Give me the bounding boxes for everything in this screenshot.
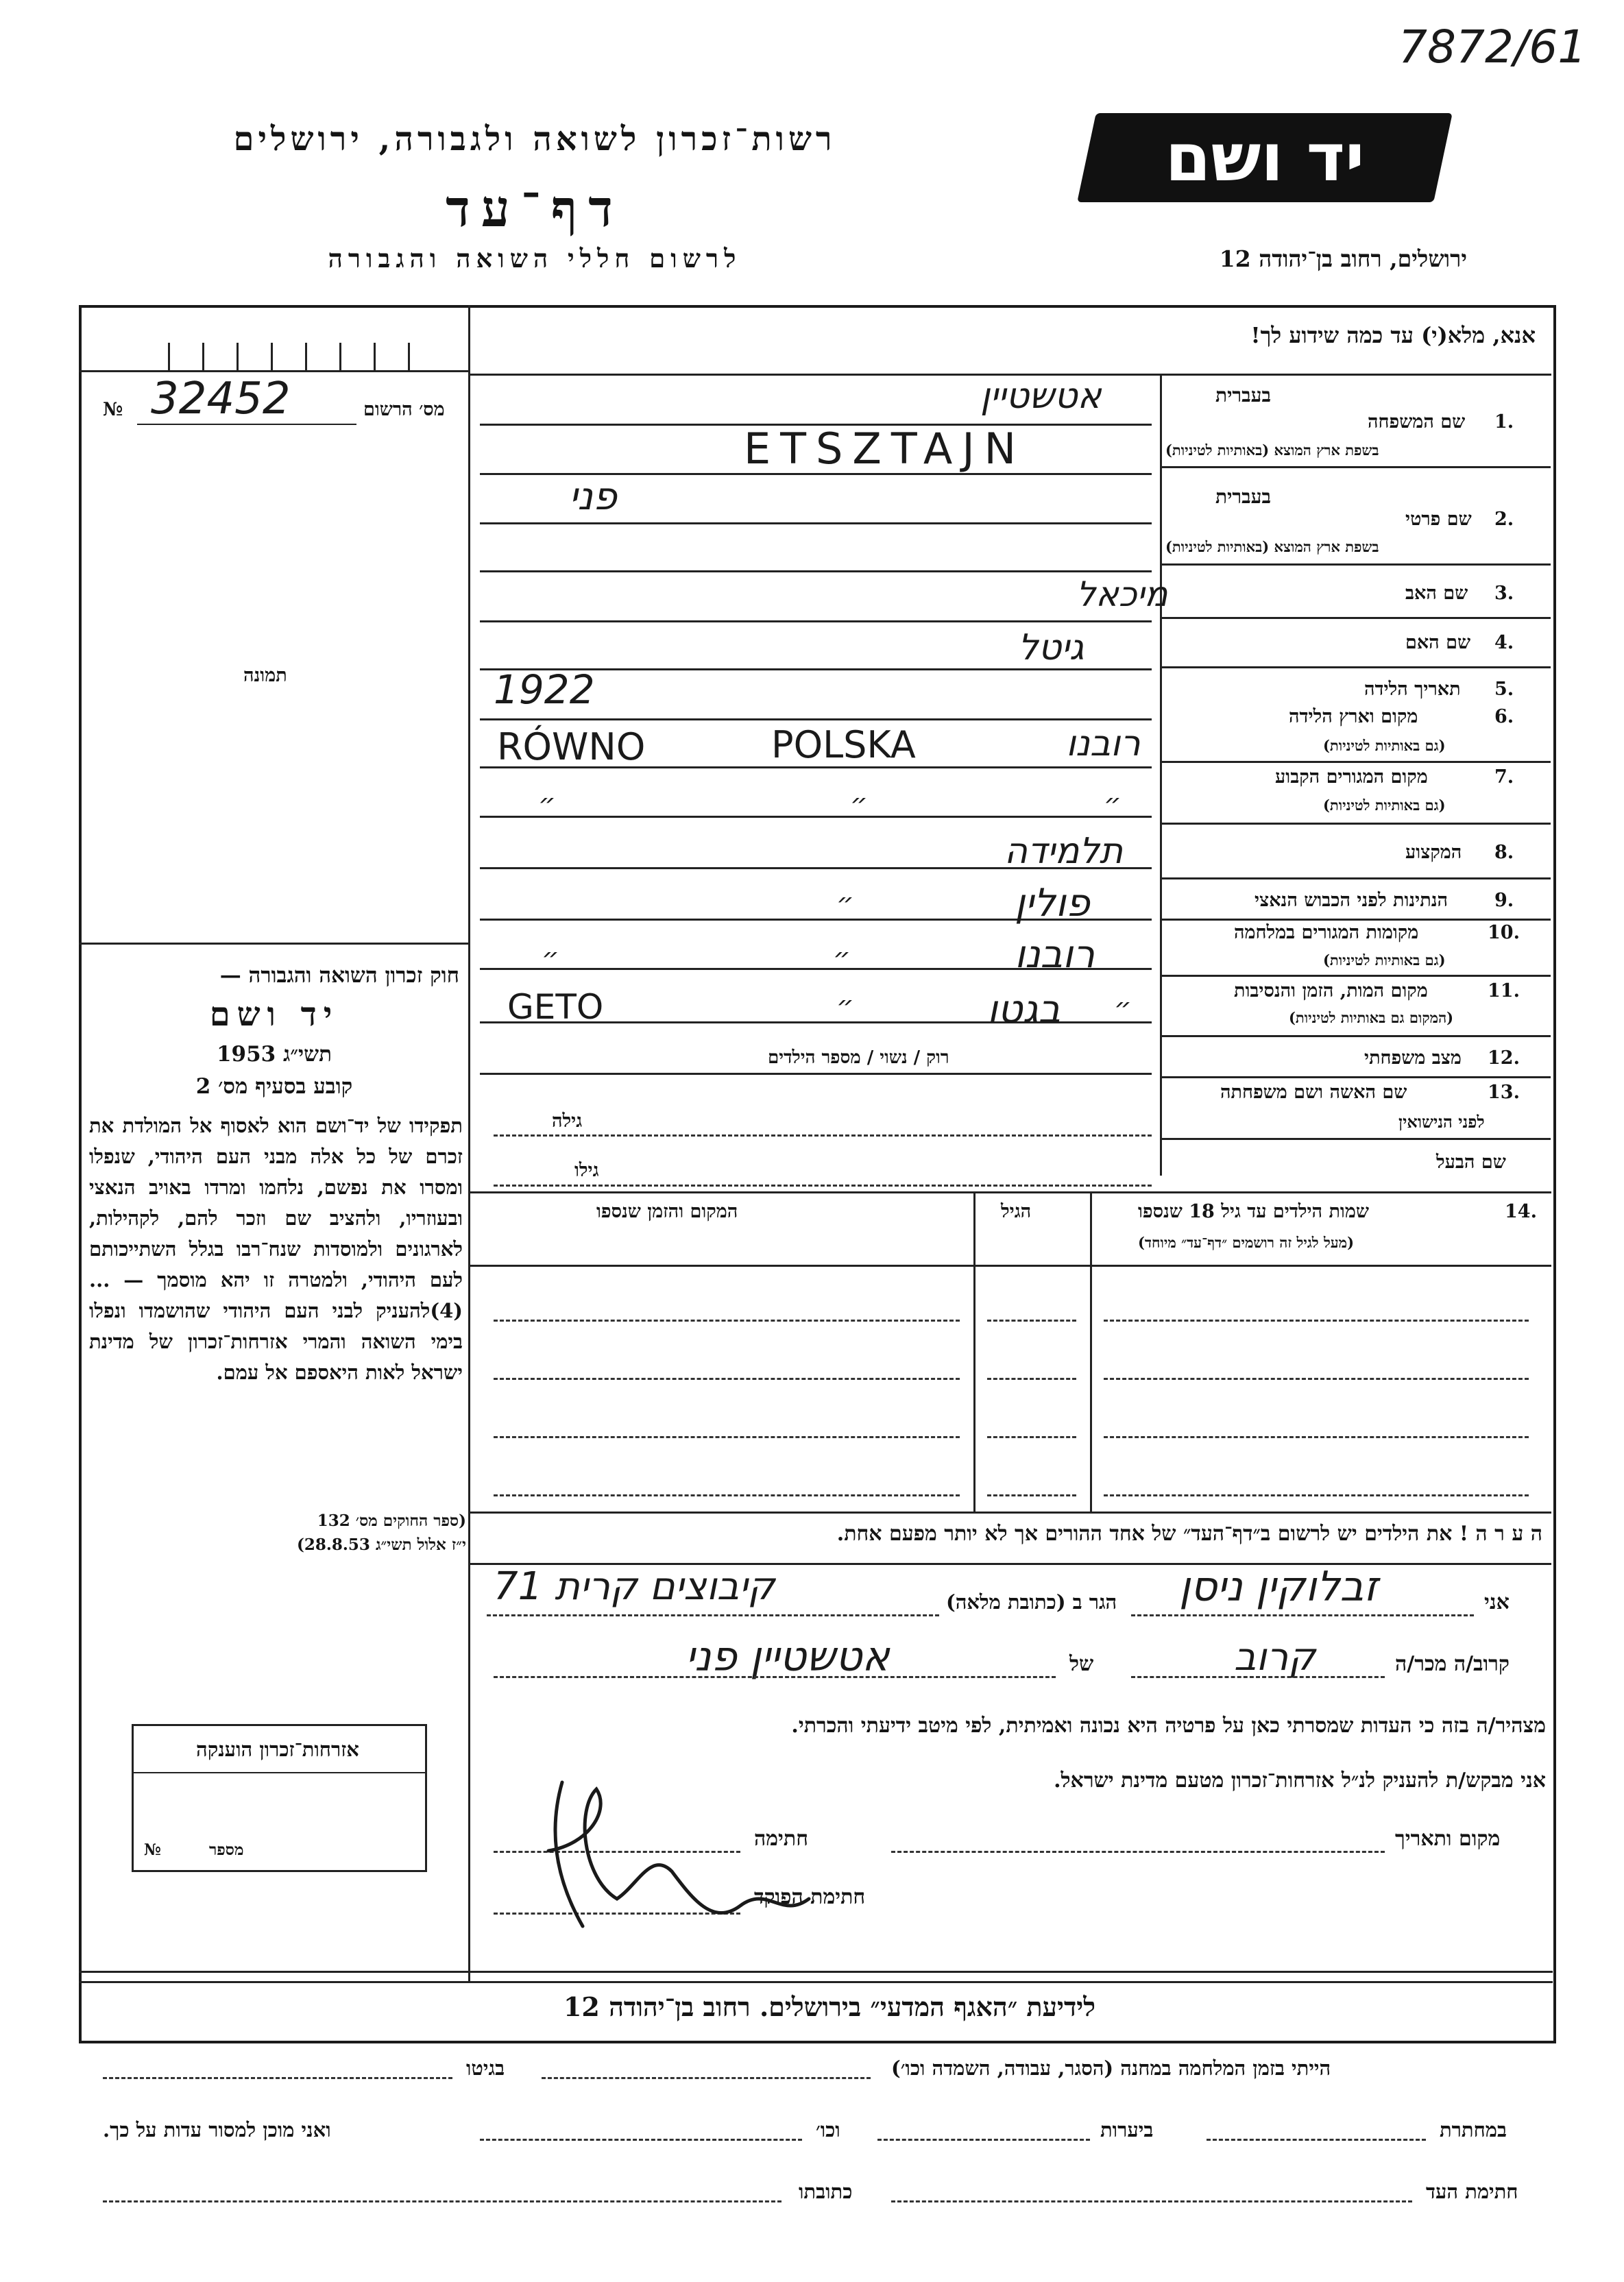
signature-label: חתימה	[754, 1827, 808, 1851]
field-husband-label: שם הבעל	[1436, 1152, 1506, 1173]
registration-mark: №	[103, 399, 123, 420]
marital-options: רוק / נשוי / מספר הילדים	[768, 1047, 949, 1068]
field-death-label: מקום המות, הזמן והנסיבות	[1234, 980, 1428, 1002]
law-year: תשי״ג 1953	[216, 1042, 332, 1067]
husband-age-label: גילו	[574, 1160, 599, 1181]
logo-text: יד ושם	[1165, 119, 1365, 196]
left-panel-divider	[468, 305, 470, 1981]
wife-age-label: גילה	[552, 1110, 583, 1132]
field-marital-label: מצב משפחתי	[1364, 1047, 1462, 1069]
footer-line1-start: הייתי בזמן המלחמה במחנה (הסגר, עבודה, השמדה וכו׳)	[891, 2056, 1331, 2080]
citizenship-number-label: מספר	[209, 1841, 244, 1859]
children-note: (מעל לגיל זה רושמים ״דף־עד״ מיוחד)	[1138, 1234, 1355, 1251]
field-family-name-label: שם המשפחה	[1368, 411, 1466, 433]
institution-address: ירושלים, רחוב בן־יהודה 12	[1219, 245, 1467, 272]
registration-label: מס׳ הרשום	[363, 399, 445, 420]
value-birthcountry-latin: POLSKA	[771, 723, 916, 766]
declaration-request: אני מבקש/ת להעניק לנ״ל אזרחות־זכרון מטעם מדינת ישראל.	[1054, 1769, 1546, 1793]
footer-line2-mid2: וכו׳	[816, 2118, 840, 2141]
value-family-name-hebrew: אטשטיין	[980, 376, 1102, 417]
value-first-name: פני	[569, 474, 617, 519]
footer-line1-end: בגיטו	[466, 2056, 505, 2080]
field-wife-label: שם האשה ושם משפחתה	[1220, 1082, 1407, 1103]
field-residence-label: מקום המגורים הקבוע	[1275, 766, 1428, 788]
value-birthplace-hebrew: רובנו	[1066, 723, 1141, 764]
law-heading: חוק זכרון השואה והגבורה —	[219, 963, 459, 988]
official-signature-label: חתימת הפוקד	[754, 1885, 866, 1909]
law-reference-2: י״ז אלול תשי״ג 28.8.53)	[297, 1536, 466, 1554]
form-title: דף־עד	[446, 180, 624, 239]
law-section: קובע בסעיף מס׳ 2	[195, 1074, 353, 1099]
value-profession: תלמידה	[1004, 831, 1124, 872]
place-date-label: מקום ותאריך	[1395, 1827, 1501, 1851]
authority-name: רשות־זכרון לשואה ולגבורה, ירושלים	[233, 120, 836, 158]
footer-line2-start: במחתרת	[1440, 2118, 1507, 2141]
photo-label: תמונה	[243, 665, 287, 686]
victim-name: אטשטיין פני	[686, 1633, 890, 1681]
value-father-name: מיכאל	[1076, 574, 1168, 614]
intro-text: אנא, מלא(י) עד כמה שידוע לך!	[1250, 322, 1536, 348]
declarant-name: זבלוקין ניסן	[1179, 1563, 1379, 1611]
form-subtitle: לרשום חללי השואה והגבורה	[328, 243, 742, 274]
declaration-statement: מצהיר/ה בזה כי העדות שמסרתי כאן על פרטיה היא נכונה ואמיתית, לפי מיטב ידיעתי והכרתי.	[791, 1714, 1546, 1738]
declarant-address: קיבוצים קרית 71	[494, 1564, 775, 1609]
children-label: שמות הילדים עד גיל 18 שנספו	[1138, 1201, 1369, 1222]
field-father-label: שם האב	[1405, 583, 1468, 604]
registration-number: 32452	[151, 374, 291, 424]
label-column-divider	[1160, 374, 1162, 1176]
children-note-bar: ה ע ר ה ! את הילדים יש לרשום ב״דף־העד״ של אחד ההורים אך לא יותר מפעם אחת.	[836, 1522, 1542, 1546]
field-profession-label: המקצוע	[1405, 842, 1462, 863]
relation-value: קרוב	[1234, 1635, 1316, 1679]
law-text: תפקידו של יד־ושם הוא לאסוף אל המולדת את זכרם של כל אלה מבני העם היהודי, שנפלו ומסרו את נפשם, נלחמו ומרדו באויב הנאצי ובעוזריו, ולהציב שם וזכר להם, לקהילות, לארגונים ולמוסדות שנח־רבו בגלל השתייכותם לעם היהודי, ולמטרה זו יהא מוסמך — ...(4)להעניק לבני העם היהודי שהושמדו ונפלו בימי השואה והמרי אזרחות־זכרון של מדינת ישראל לאות היאספם אל עמם.	[89, 1114, 463, 1384]
citizenship-number-mark: №	[144, 1841, 161, 1859]
field-mother-label: שם האם	[1405, 632, 1471, 653]
footer-line2-mid1: ביערות	[1100, 2118, 1154, 2141]
declaration-ani: אני	[1484, 1590, 1510, 1614]
value-birthplace-latin: RÓWNO	[497, 725, 646, 768]
field-wartime-residence-label: מקומות המגורים במלחמה	[1234, 922, 1419, 943]
footer-line3-start: חתימת העד	[1426, 2180, 1518, 2203]
signature-scribble	[535, 1769, 836, 1954]
value-death-hebrew: בגטו	[987, 987, 1061, 1032]
address-label: הגר ב (כתובת מלאה)	[946, 1590, 1117, 1614]
value-birth-year: 1922	[494, 666, 595, 713]
value-family-name-latin: ETSZTAJN	[744, 424, 1026, 474]
value-mother-name: גיטל	[1018, 627, 1084, 668]
law-name: יד ושם	[209, 995, 339, 1034]
citizenship-title: אזרחות־זכרון הוענקה	[196, 1738, 359, 1761]
footer-heading: לידיעת ״האגף המדעי״ בירושלים. רחוב בן־יהודה 12	[563, 1991, 1096, 2022]
of-label: של	[1069, 1652, 1094, 1676]
children-age-header: הגיל	[1001, 1201, 1032, 1222]
registration-rule	[79, 370, 470, 372]
field-first-name-label: שם פרטי	[1405, 509, 1472, 530]
photo-bottom-rule	[79, 943, 470, 945]
value-citizenship: פולין	[1015, 881, 1090, 925]
value-wartime-residence: רובנו	[1015, 932, 1095, 977]
footer-line2-end: ואני מוכן למסור עדות על כך.	[103, 2118, 331, 2141]
value-death-latin: GETO	[507, 987, 604, 1027]
law-reference-1: (ספר החוקים מס׳ 132	[317, 1512, 466, 1530]
field-birthdate-label: תאריך הלידה	[1364, 679, 1461, 700]
relation-label: קרוב/ה מכר/ה	[1395, 1652, 1510, 1676]
archive-number: 7872/61	[1398, 21, 1587, 73]
field-citizenship-label: הנתינות לפני הכבוש הנאצי	[1255, 890, 1449, 911]
field-birthplace-label: מקום וארץ הלידה	[1289, 706, 1418, 727]
footer-line3-end: כתובתו	[799, 2180, 853, 2203]
children-place-header: המקום והזמן שנספו	[596, 1201, 738, 1222]
